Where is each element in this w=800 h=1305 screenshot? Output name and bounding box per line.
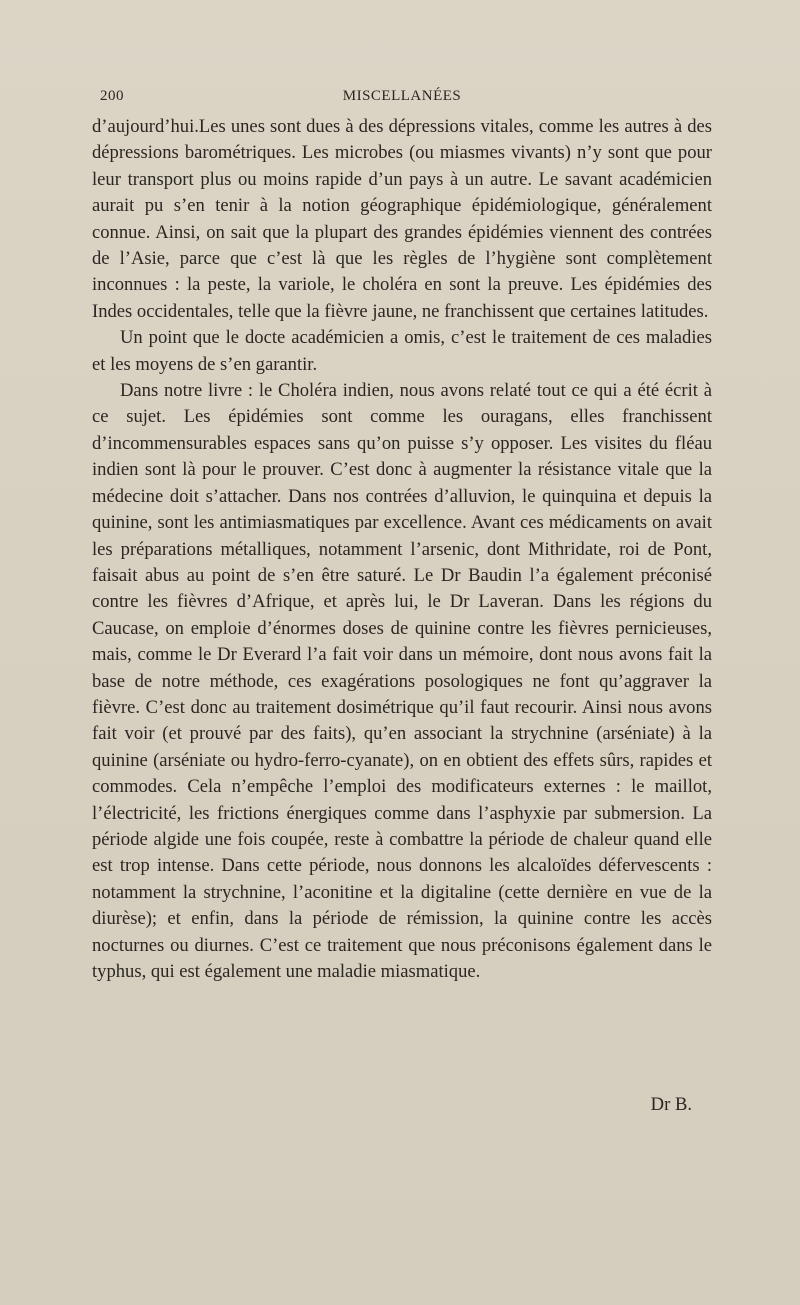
paragraph-3: Dans notre livre : le Choléra indien, nous avons relaté tout ce qui a été écrit à ce sujet. Les épidémies sont comme les ouragans, elles franchissent d’incommensurables espaces sans qu’on puisse s’y opposer. Les visites du fléau indien sont là pour le prouver. C’est donc à augmenter la résistance vitale que la médecine doit s’attacher. Dans nos contrées d’alluvion, le quinquina et depuis la quinine, sont les antimiasmatiques par excellence. Avant ces médicaments on avait les préparations métalliques, notamment l’arsenic, dont Mithridate, roi de Pont, faisait abus au point de s’en être saturé. Le Dr Baudin l’a également préconisé contre les fièvres d’Afrique, et après lui, le Dr Laveran. Dans les régions du Caucase, on emploie d’énormes doses de quinine contre les fièvres pernicieuses, mais, comme le Dr Everard l’a fait voir dans un mémoire, dont nous avons fait la base de notre méthode, ces exagérations posologiques ne font qu’aggraver la fièvre. C’est donc au traitement dosimétrique qu’il faut recourir. Ainsi nous avons fait voir (et prouvé par des faits), qu’en associant la strychnine (arséniate) à la quinine (arséniate ou hydro-ferro-cyanate), on en obtient des effets sûrs, rapides et commodes. Cela n’empêche l’emploi des modificateurs externes : le maillot, l’électricité, les frictions énergiques comme dans l’asphyxie par submersion. La période algide une fois coupée, reste à combattre la période de chaleur quand elle est trop intense. Dans cette période, nous donnons les alcaloïdes défervescents : notamment la strychnine, l’aconitine et la digitaline (cette dernière en vue de la diurèse); et enfin, dans la période de rémission, la quinine contre les accès nocturnes ou diurnes. C’est ce traitement que nous préconisons également dans le typhus, qui est également une maladie miasmatique. [92,380,712,982]
signature: Dr B. [650,1094,692,1115]
running-head [92,84,712,108]
body-text [92,114,712,985]
page-number: 200 [100,88,124,104]
paragraph-1: d’aujourd’hui.Les unes sont dues à des dépressions vitales, comme les autres à des dépressions barométriques. Les microbes (ou miasmes vivants) n’y sont que pour leur transport plus ou moins rapide d’un pays à un autre. Le savant académicien aurait pu s’en tenir à la notion géographique épidémiologique, généralement connue. Ainsi, on sait que la plupart des grandes épidémies viennent des contrées de l’Asie, parce que c’est là que les règles de l’hygiène sont complètement inconnues : la peste, la variole, le choléra en sont la preuve. Les épidémies des Indes occidentales, telle que la fièvre jaune, ne franchissent que certaines latitudes. [92,116,712,322]
running-title: MISCELLANÉES [342,88,462,104]
paragraph-2: Un point que le docte académicien a omis, c’est le traitement de ces maladies et les moyens de s’en garantir. [92,327,712,375]
